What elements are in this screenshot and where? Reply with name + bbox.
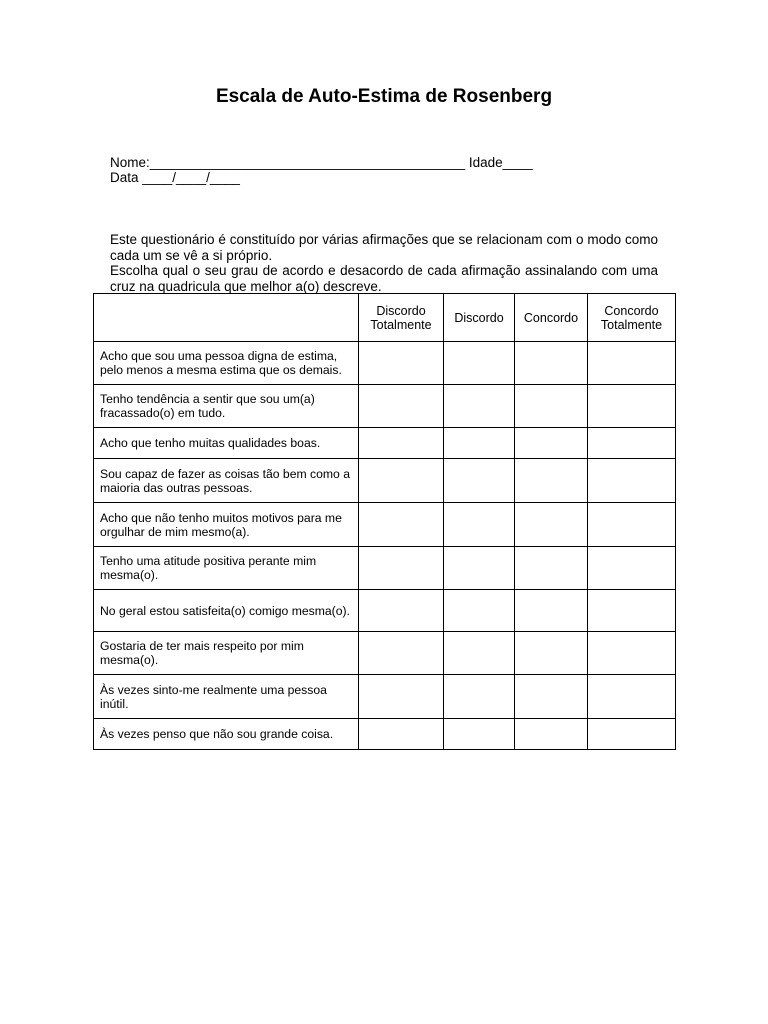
checkbox-discordo[interactable] (444, 547, 515, 590)
table-row (94, 675, 676, 719)
checkbox-discordo[interactable] (444, 503, 515, 547)
checkbox-discordo-totalmente[interactable] (359, 459, 444, 503)
name-age-line: Nome:__________________________________________ Idade____ (110, 155, 533, 170)
checkbox-discordo[interactable] (444, 590, 515, 632)
checkbox-concordo-totalmente[interactable] (588, 428, 676, 459)
checkbox-concordo-totalmente[interactable] (588, 459, 676, 503)
statement-5: Acho que não tenho muitos motivos para me orgulhar de mim mesmo(a). (94, 503, 359, 547)
checkbox-discordo[interactable] (444, 342, 515, 385)
statement-8: Gostaria de ter mais respeito por mim mesma(o). (94, 632, 359, 675)
checkbox-discordo-totalmente[interactable] (359, 719, 444, 750)
checkbox-concordo[interactable] (515, 675, 588, 719)
checkbox-discordo-totalmente[interactable] (359, 547, 444, 590)
table-row (94, 719, 676, 750)
header-concordo-totalmente: Concordo Totalmente (588, 294, 676, 342)
document-title: Escala de Auto-Estima de Rosenberg (215, 86, 553, 107)
header-discordo: Discordo (444, 294, 515, 342)
checkbox-concordo[interactable] (515, 503, 588, 547)
checkbox-concordo[interactable] (515, 719, 588, 750)
table-row (94, 385, 676, 428)
statement-7: No geral estou satisfeita(o) comigo mesma(o). (94, 590, 359, 632)
checkbox-concordo-totalmente[interactable] (588, 503, 676, 547)
checkbox-discordo[interactable] (444, 385, 515, 428)
checkbox-concordo[interactable] (515, 459, 588, 503)
table-row (94, 590, 676, 632)
statement-3: Acho que tenho muitas qualidades boas. (94, 428, 359, 459)
instructions-paragraph-1: Este questionário é constituído por várias afirmações que se relacionam com o modo como cada um se vê a si próprio. (110, 232, 658, 263)
checkbox-concordo[interactable] (515, 385, 588, 428)
checkbox-concordo[interactable] (515, 632, 588, 675)
checkbox-discordo[interactable] (444, 719, 515, 750)
checkbox-concordo[interactable] (515, 547, 588, 590)
checkbox-discordo[interactable] (444, 675, 515, 719)
checkbox-concordo-totalmente[interactable] (588, 385, 676, 428)
checkbox-concordo-totalmente[interactable] (588, 547, 676, 590)
checkbox-concordo[interactable] (515, 590, 588, 632)
table-row (94, 632, 676, 675)
statement-1: Acho que sou uma pessoa digna de estima, pelo menos a mesma estima que os demais. (94, 342, 359, 385)
header-statement (94, 294, 359, 342)
date-line: Data ____/____/____ (110, 170, 240, 185)
checkbox-concordo-totalmente[interactable] (588, 719, 676, 750)
table-row (94, 503, 676, 547)
checkbox-discordo-totalmente[interactable] (359, 342, 444, 385)
table-row (94, 459, 676, 503)
statement-6: Tenho uma atitude positiva perante mim mesma(o). (94, 547, 359, 590)
checkbox-concordo-totalmente[interactable] (588, 590, 676, 632)
table-row (94, 342, 676, 385)
checkbox-discordo-totalmente[interactable] (359, 632, 444, 675)
checkbox-discordo-totalmente[interactable] (359, 590, 444, 632)
instructions-paragraph-2: Escolha qual o seu grau de acordo e desacordo de cada afirmação assinalando com uma cruz na quadricula que melhor a(o) descreve. (110, 263, 658, 294)
statement-4: Sou capaz de fazer as coisas tão bem como a maioria das outras pessoas. (94, 459, 359, 503)
checkbox-discordo[interactable] (444, 632, 515, 675)
checkbox-concordo[interactable] (515, 342, 588, 385)
statement-10: Às vezes penso que não sou grande coisa. (94, 719, 359, 750)
header-concordo: Concordo (515, 294, 588, 342)
checkbox-concordo-totalmente[interactable] (588, 632, 676, 675)
statement-2: Tenho tendência a sentir que sou um(a) fracassado(o) em tudo. (94, 385, 359, 428)
instructions (110, 232, 658, 294)
table-header-row (94, 294, 676, 342)
table-row (94, 547, 676, 590)
checkbox-concordo-totalmente[interactable] (588, 675, 676, 719)
table-row (94, 428, 676, 459)
rating-table (93, 293, 676, 750)
checkbox-discordo-totalmente[interactable] (359, 428, 444, 459)
checkbox-concordo[interactable] (515, 428, 588, 459)
personal-info-fields (110, 155, 533, 185)
checkbox-discordo[interactable] (444, 459, 515, 503)
checkbox-discordo-totalmente[interactable] (359, 675, 444, 719)
checkbox-discordo[interactable] (444, 428, 515, 459)
checkbox-concordo-totalmente[interactable] (588, 342, 676, 385)
header-discordo-totalmente: Discordo Totalmente (359, 294, 444, 342)
checkbox-discordo-totalmente[interactable] (359, 503, 444, 547)
statement-9: Às vezes sinto-me realmente uma pessoa inútil. (94, 675, 359, 719)
checkbox-discordo-totalmente[interactable] (359, 385, 444, 428)
